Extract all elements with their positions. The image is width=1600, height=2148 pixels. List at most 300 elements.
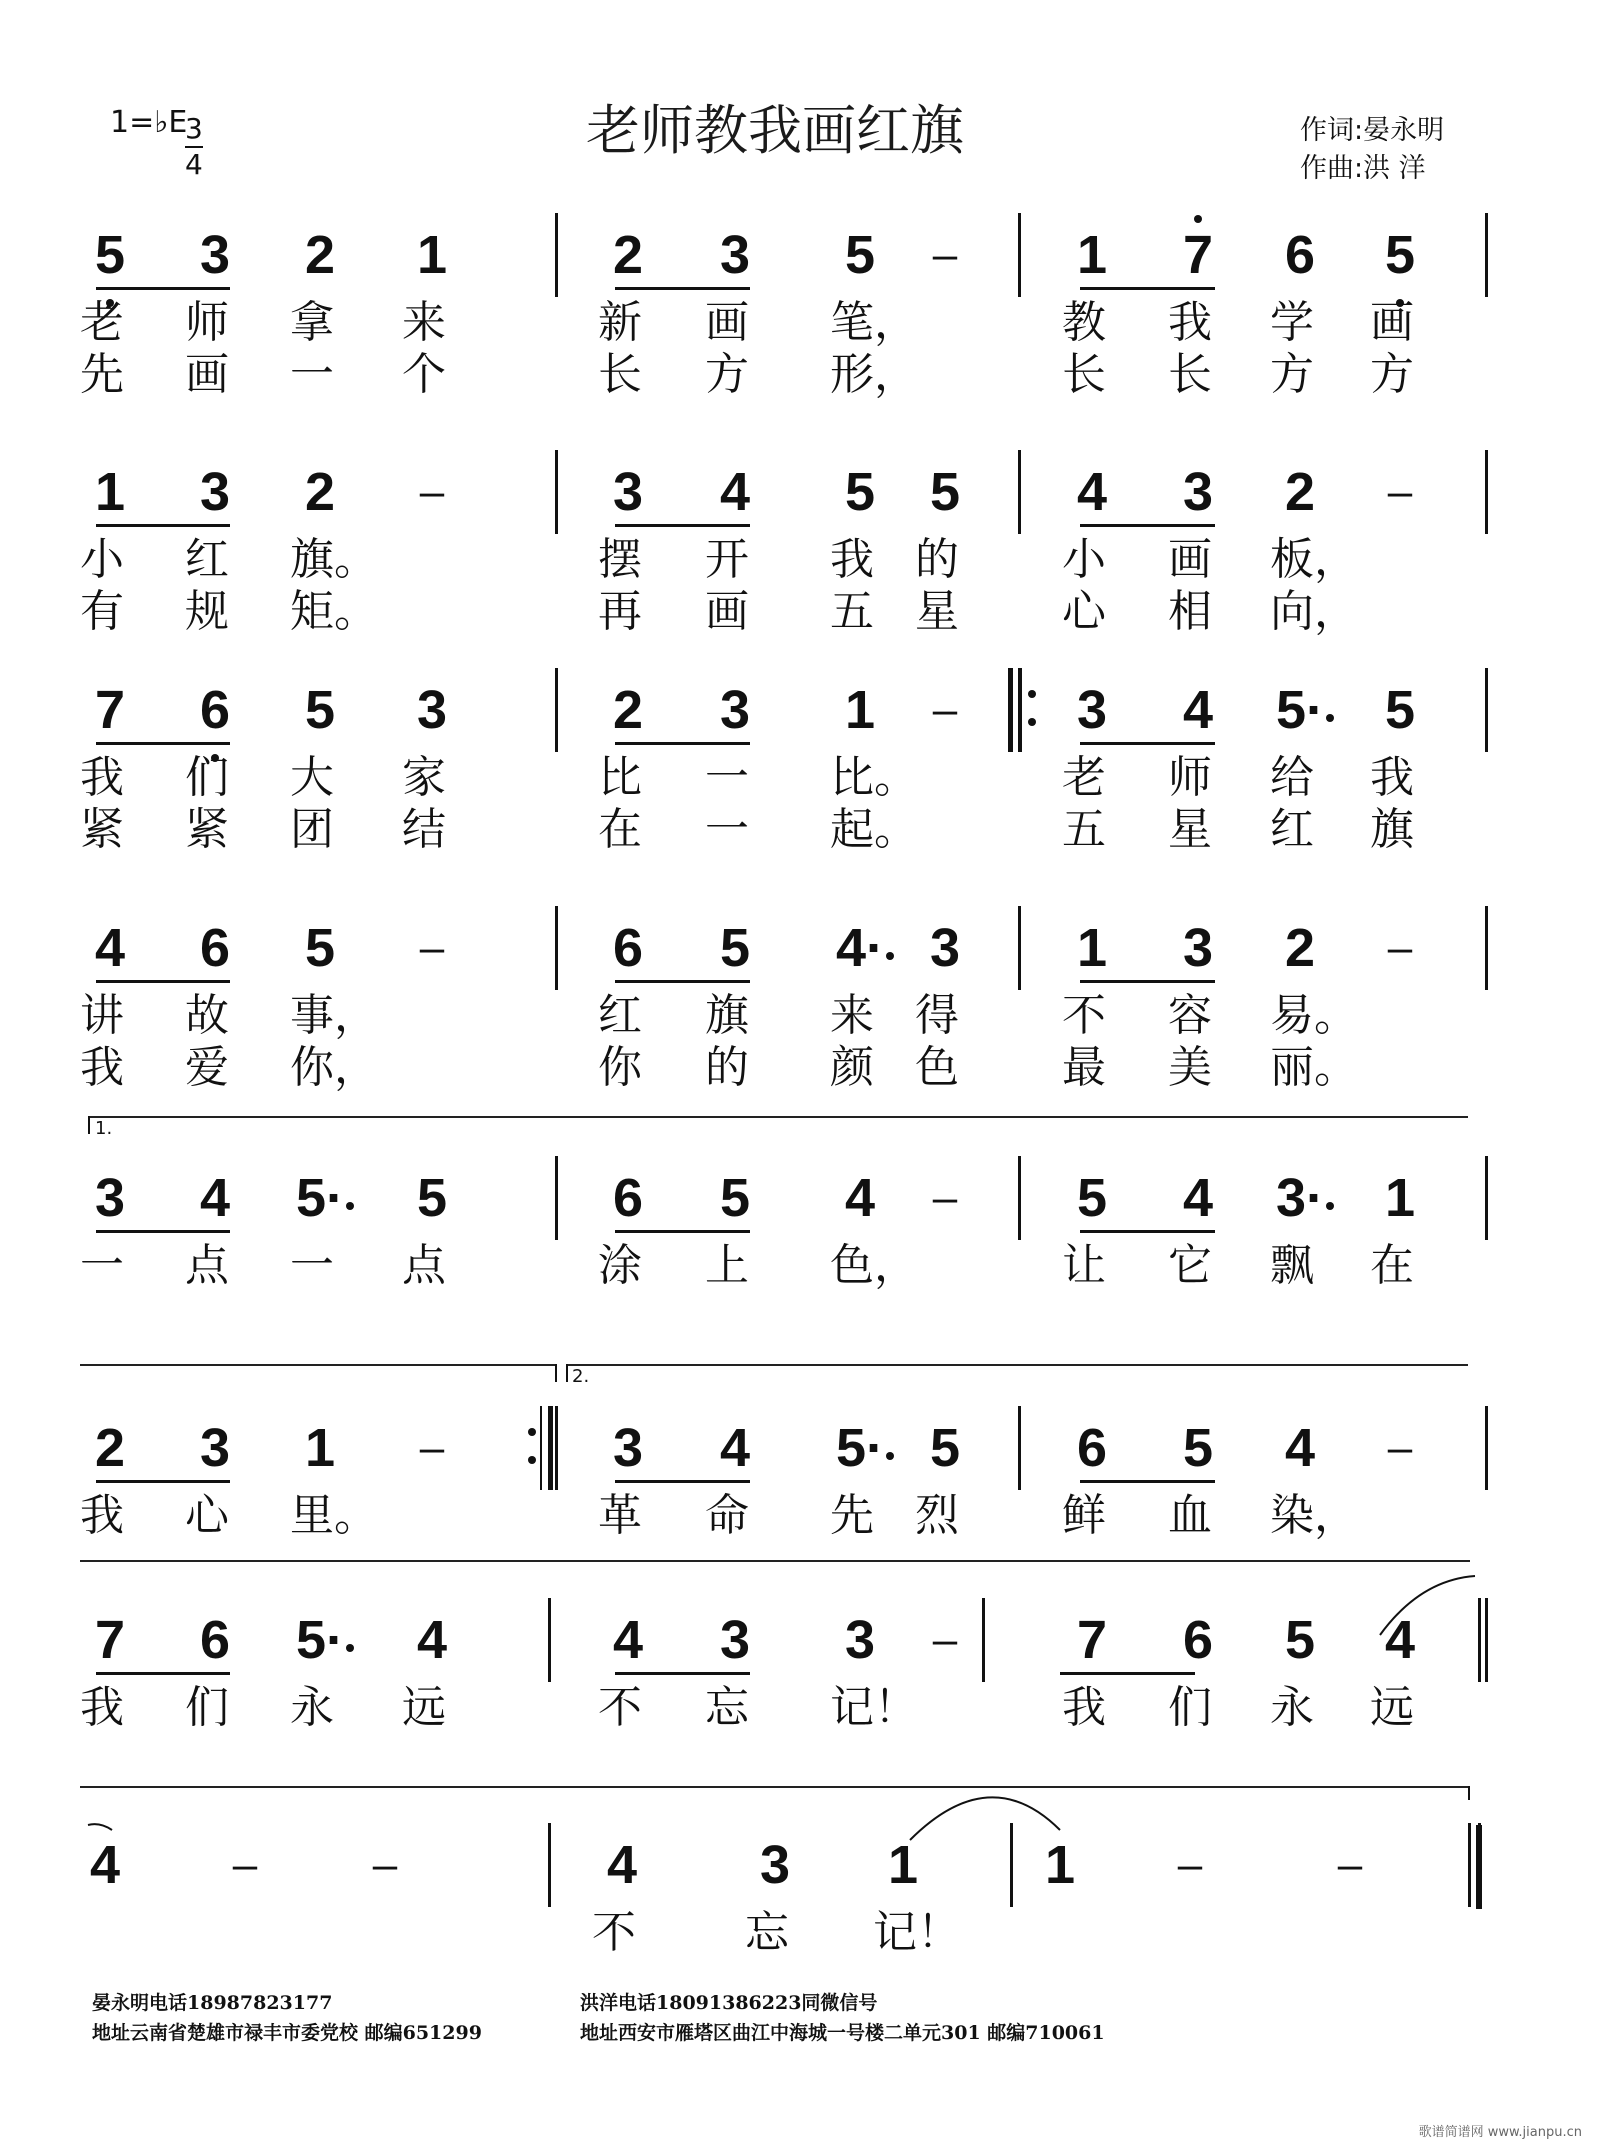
lyric-syllable: 红 bbox=[1270, 804, 1314, 855]
lyric-syllable: 画 bbox=[705, 297, 749, 348]
lyric-syllable: 忘 bbox=[705, 1682, 749, 1733]
lyric-syllable: 向， bbox=[1270, 586, 1358, 637]
beam-line bbox=[1080, 980, 1215, 983]
note: 4 bbox=[1076, 462, 1108, 522]
note: 4 bbox=[199, 1168, 231, 1228]
lyric-syllable: 心 bbox=[1062, 586, 1106, 637]
note: 7 bbox=[94, 1610, 126, 1670]
time-top: 3 bbox=[185, 112, 203, 145]
lyric-syllable: 最 bbox=[1062, 1042, 1106, 1093]
note: 5 bbox=[94, 225, 126, 285]
volta-1-end bbox=[555, 1364, 557, 1382]
barline bbox=[1010, 1823, 1013, 1907]
beam-line bbox=[96, 1230, 230, 1233]
lyric-syllable: 来 bbox=[830, 990, 874, 1041]
beam-line bbox=[1060, 1672, 1195, 1675]
note: 4 bbox=[1284, 1418, 1316, 1478]
note: 2 bbox=[304, 225, 336, 285]
volta-1-cont bbox=[80, 1364, 555, 1366]
note: 5 bbox=[1284, 1610, 1316, 1670]
note: 2 bbox=[1284, 918, 1316, 978]
note: 1 bbox=[416, 225, 448, 285]
lyric-syllable: 方 bbox=[705, 349, 749, 400]
barline bbox=[555, 1406, 558, 1490]
note: 5· bbox=[1275, 680, 1324, 740]
dash-extension: – bbox=[932, 1615, 958, 1664]
lyric-syllable: 在 bbox=[1370, 1240, 1414, 1291]
dash-extension: – bbox=[1177, 1840, 1203, 1889]
time-signature bbox=[185, 112, 203, 182]
footer-right-phone: 洪洋电话18091386223同微信号 bbox=[580, 1992, 878, 2014]
repeat-dot bbox=[1028, 690, 1036, 698]
note: 4 bbox=[416, 1610, 448, 1670]
note: 5 bbox=[304, 918, 336, 978]
barline bbox=[555, 906, 558, 990]
lyric-syllable: 色 bbox=[915, 1042, 959, 1093]
lyric-syllable: 再 bbox=[598, 586, 642, 637]
lyric-syllable: 记！ bbox=[873, 1907, 961, 1958]
note: 1 bbox=[844, 680, 876, 740]
note: 1 bbox=[304, 1418, 336, 1478]
lyric-syllable: 让 bbox=[1062, 1240, 1106, 1291]
note: 5 bbox=[1182, 1418, 1214, 1478]
note: 1 bbox=[94, 462, 126, 522]
note: 2 bbox=[612, 225, 644, 285]
note: 5 bbox=[844, 225, 876, 285]
lyric-syllable: 我 bbox=[830, 534, 874, 585]
lyric-syllable: 师 bbox=[185, 297, 229, 348]
lyric-syllable: 给 bbox=[1270, 752, 1314, 803]
note: 2 bbox=[304, 462, 336, 522]
note: 5 bbox=[1076, 1168, 1108, 1228]
note: 5 bbox=[1384, 225, 1416, 285]
lyric-syllable: 我 bbox=[80, 1042, 124, 1093]
lyric-syllable: 色， bbox=[830, 1240, 918, 1291]
note: 3 bbox=[199, 225, 231, 285]
lyric-syllable: 丽。 bbox=[1270, 1042, 1358, 1093]
lyric-syllable: 远 bbox=[1370, 1682, 1414, 1733]
dash-extension: – bbox=[1387, 467, 1413, 516]
note: 5 bbox=[416, 1168, 448, 1228]
volta-2-line bbox=[566, 1364, 1468, 1366]
lyric-syllable: 红 bbox=[598, 990, 642, 1041]
lyric-syllable: 得 bbox=[915, 990, 959, 1041]
lyric-syllable: 不 bbox=[598, 1682, 642, 1733]
lyric-syllable: 我 bbox=[80, 1682, 124, 1733]
lyric-syllable: 小 bbox=[80, 534, 124, 585]
time-bottom: 4 bbox=[185, 148, 203, 181]
note: 4 bbox=[1182, 1168, 1214, 1228]
system-end-bar bbox=[1485, 1406, 1488, 1490]
volta-1-hook bbox=[88, 1116, 90, 1134]
note: 1 bbox=[1076, 918, 1108, 978]
lyric-syllable: 星 bbox=[1168, 804, 1212, 855]
note: 5· bbox=[835, 1418, 884, 1478]
note: 5 bbox=[929, 462, 961, 522]
lyric-syllable: 家 bbox=[402, 752, 446, 803]
dash-extension: – bbox=[1337, 1840, 1363, 1889]
barline bbox=[555, 450, 558, 534]
barline bbox=[982, 1598, 985, 1682]
note: 3 bbox=[94, 1168, 126, 1228]
note: 7 bbox=[94, 680, 126, 740]
beam-line bbox=[615, 980, 750, 983]
barline bbox=[555, 213, 558, 297]
lyric-syllable: 永 bbox=[290, 1682, 334, 1733]
lyric-syllable: 美 bbox=[1168, 1042, 1212, 1093]
lyricist: 作词:晏永明 bbox=[1300, 115, 1445, 146]
composer: 作曲:洪 洋 bbox=[1300, 153, 1426, 184]
dash-extension: – bbox=[932, 1173, 958, 1222]
dash-extension: – bbox=[932, 685, 958, 734]
beam-line bbox=[96, 980, 230, 983]
dash-extension: – bbox=[1387, 1423, 1413, 1472]
note: 6 bbox=[1182, 1610, 1214, 1670]
lyric-syllable: 颜 bbox=[830, 1042, 874, 1093]
lyric-syllable: 点 bbox=[185, 1240, 229, 1291]
lyric-syllable: 起。 bbox=[830, 804, 918, 855]
section-line bbox=[80, 1786, 1470, 1788]
tie-from-prev-line bbox=[88, 1824, 112, 1830]
beam-line bbox=[615, 287, 750, 290]
note: 2 bbox=[612, 680, 644, 740]
lyric-syllable: 故 bbox=[185, 990, 229, 1041]
note: 4 bbox=[612, 1610, 644, 1670]
lyric-syllable: 讲 bbox=[80, 990, 124, 1041]
beam-line bbox=[615, 742, 750, 745]
lyric-syllable: 形， bbox=[830, 349, 918, 400]
lyric-syllable: 旗 bbox=[705, 990, 749, 1041]
lyric-syllable: 你， bbox=[290, 1042, 378, 1093]
lyric-syllable: 个 bbox=[402, 349, 446, 400]
beam-line bbox=[96, 1480, 230, 1483]
lyric-syllable: 画 bbox=[705, 586, 749, 637]
note: 4 bbox=[719, 1418, 751, 1478]
augmentation-dot bbox=[1326, 1202, 1334, 1210]
barline bbox=[1018, 1156, 1021, 1240]
note: 3 bbox=[199, 462, 231, 522]
lyric-syllable: 我 bbox=[1062, 1682, 1106, 1733]
note: 4 bbox=[606, 1835, 638, 1895]
note: 6 bbox=[199, 680, 231, 740]
lyric-syllable: 老 bbox=[1062, 752, 1106, 803]
note: 5 bbox=[1384, 680, 1416, 740]
lyric-syllable: 容 bbox=[1168, 990, 1212, 1041]
lyric-syllable: 革 bbox=[598, 1490, 642, 1541]
lyric-syllable: 你 bbox=[598, 1042, 642, 1093]
note: 2 bbox=[94, 1418, 126, 1478]
song-title: 老师教我画红旗 bbox=[586, 99, 964, 162]
lyric-syllable: 永 bbox=[1270, 1682, 1314, 1733]
lyric-syllable: 里。 bbox=[290, 1490, 378, 1541]
lyric-syllable: 它 bbox=[1168, 1240, 1212, 1291]
note: 7 bbox=[1182, 225, 1214, 285]
dash-extension: – bbox=[932, 230, 958, 279]
beam-line bbox=[1080, 1480, 1215, 1483]
lyric-syllable: 飘 bbox=[1270, 1240, 1314, 1291]
barline bbox=[1478, 1598, 1481, 1682]
barline bbox=[555, 668, 558, 752]
lyric-syllable: 我 bbox=[1168, 297, 1212, 348]
lyric-syllable: 新 bbox=[598, 297, 642, 348]
beam-line bbox=[1080, 1230, 1215, 1233]
barline bbox=[555, 1156, 558, 1240]
note: 4 bbox=[1182, 680, 1214, 740]
lyric-syllable: 星 bbox=[915, 586, 959, 637]
volta-1-line bbox=[88, 1116, 1468, 1118]
dash-extension: – bbox=[419, 467, 445, 516]
lyric-syllable: 们 bbox=[185, 1682, 229, 1733]
lyric-syllable: 学 bbox=[1270, 297, 1314, 348]
lyric-syllable: 一 bbox=[705, 804, 749, 855]
credits bbox=[1300, 112, 1444, 188]
section-line bbox=[80, 1560, 1470, 1562]
lyric-syllable: 摆 bbox=[598, 534, 642, 585]
note: 6 bbox=[1284, 225, 1316, 285]
lyric-syllable: 教 bbox=[1062, 297, 1106, 348]
lyric-syllable: 上 bbox=[705, 1240, 749, 1291]
footer-left-address: 地址云南省楚雄市禄丰市委党校 邮编651299 bbox=[92, 2022, 482, 2044]
note: 1 bbox=[1044, 1835, 1076, 1895]
lyric-syllable: 们 bbox=[185, 752, 229, 803]
augmentation-dot bbox=[886, 952, 894, 960]
lyric-syllable: 一 bbox=[80, 1240, 124, 1291]
system-end-bar bbox=[1485, 1156, 1488, 1240]
repeat-dot bbox=[528, 1456, 536, 1464]
lyric-syllable: 涂 bbox=[598, 1240, 642, 1291]
beam-line bbox=[1080, 287, 1215, 290]
note: 6 bbox=[612, 1168, 644, 1228]
key-prefix: 1= bbox=[110, 105, 155, 140]
note: 4 bbox=[1384, 1610, 1416, 1670]
lyric-syllable: 矩。 bbox=[290, 586, 378, 637]
barline bbox=[548, 1823, 551, 1907]
lyric-syllable: 烈 bbox=[915, 1490, 959, 1541]
key-signature bbox=[110, 105, 187, 140]
note: 4 bbox=[844, 1168, 876, 1228]
lyric-syllable: 我 bbox=[80, 1490, 124, 1541]
note: 2 bbox=[1284, 462, 1316, 522]
footer-right-address: 地址西安市雁塔区曲江中海城一号楼二单元301 邮编710061 bbox=[580, 2022, 1105, 2044]
volta-2-label: 2. bbox=[572, 1366, 590, 1387]
key-flat: ♭E bbox=[154, 105, 188, 140]
lyric-syllable: 画 bbox=[1168, 534, 1212, 585]
system-end-bar bbox=[1468, 1823, 1471, 1907]
note: 3 bbox=[1076, 680, 1108, 740]
barline bbox=[1018, 213, 1021, 297]
note: 5 bbox=[304, 680, 336, 740]
barline bbox=[1018, 1406, 1021, 1490]
note: 6 bbox=[612, 918, 644, 978]
augmentation-dot bbox=[1326, 714, 1334, 722]
note: 4 bbox=[89, 1835, 121, 1895]
lyric-syllable: 先 bbox=[80, 349, 124, 400]
lyric-syllable: 来 bbox=[402, 297, 446, 348]
volta-2-hook bbox=[566, 1364, 568, 1382]
beam-line bbox=[615, 1480, 750, 1483]
final-bar-thick bbox=[1476, 1825, 1482, 1909]
lyric-syllable: 不 bbox=[592, 1907, 636, 1958]
barline bbox=[548, 1598, 551, 1682]
beam-line bbox=[96, 287, 230, 290]
note: 3 bbox=[719, 225, 751, 285]
barline bbox=[1018, 906, 1021, 990]
repeat-start-bar-thin bbox=[1020, 668, 1022, 752]
lyric-syllable: 一 bbox=[290, 1240, 334, 1291]
note: 4· bbox=[835, 918, 884, 978]
barline bbox=[1018, 450, 1021, 534]
note: 5 bbox=[719, 918, 751, 978]
note: 7 bbox=[1076, 1610, 1108, 1670]
footer-left-phone: 晏永明电话18987823177 bbox=[92, 1992, 333, 2014]
beam-line bbox=[96, 524, 230, 527]
lyric-syllable: 远 bbox=[402, 1682, 446, 1733]
repeat-end-bar bbox=[548, 1406, 553, 1490]
lyric-syllable: 命 bbox=[705, 1490, 749, 1541]
lyric-syllable: 五 bbox=[1062, 804, 1106, 855]
note: 3 bbox=[844, 1610, 876, 1670]
augmentation-dot bbox=[886, 1452, 894, 1460]
lyric-syllable: 鲜 bbox=[1062, 1490, 1106, 1541]
lyric-syllable: 相 bbox=[1168, 586, 1212, 637]
beam-line bbox=[96, 742, 230, 745]
lyric-syllable: 小 bbox=[1062, 534, 1106, 585]
note: 3 bbox=[1182, 462, 1214, 522]
note: 1 bbox=[887, 1835, 919, 1895]
beam-line bbox=[96, 1672, 230, 1675]
repeat-end-bar-thin bbox=[540, 1406, 542, 1490]
note: 5 bbox=[929, 1418, 961, 1478]
repeat-start-bar bbox=[1008, 668, 1013, 752]
note: 5 bbox=[719, 1168, 751, 1228]
system-end-bar bbox=[1485, 450, 1488, 534]
lyric-syllable: 记！ bbox=[830, 1682, 918, 1733]
lyric-syllable: 笔， bbox=[830, 297, 918, 348]
dash-extension: – bbox=[372, 1840, 398, 1889]
note: 6 bbox=[199, 918, 231, 978]
lyric-syllable: 一 bbox=[705, 752, 749, 803]
lyric-syllable: 易。 bbox=[1270, 990, 1358, 1041]
note: 3 bbox=[199, 1418, 231, 1478]
lyric-syllable: 血 bbox=[1168, 1490, 1212, 1541]
note: 3 bbox=[719, 1610, 751, 1670]
note: 3 bbox=[612, 1418, 644, 1478]
octave-up-dot bbox=[1194, 215, 1202, 223]
lyric-syllable: 拿 bbox=[290, 297, 334, 348]
lyric-syllable: 忘 bbox=[745, 1907, 789, 1958]
lyric-syllable: 的 bbox=[915, 534, 959, 585]
lyric-syllable: 旗。 bbox=[290, 534, 378, 585]
lyric-syllable: 染， bbox=[1270, 1490, 1358, 1541]
note: 3 bbox=[1182, 918, 1214, 978]
lyric-syllable: 长 bbox=[598, 349, 642, 400]
note: 4 bbox=[94, 918, 126, 978]
augmentation-dot bbox=[346, 1644, 354, 1652]
lyric-syllable: 不 bbox=[1062, 990, 1106, 1041]
note: 1 bbox=[1076, 225, 1108, 285]
lyric-syllable: 师 bbox=[1168, 752, 1212, 803]
lyric-syllable: 结 bbox=[402, 804, 446, 855]
beam-line bbox=[1080, 524, 1215, 527]
beam-line bbox=[615, 524, 750, 527]
lyric-syllable: 画 bbox=[185, 349, 229, 400]
lyric-syllable: 心 bbox=[185, 1490, 229, 1541]
system-end-bar bbox=[1485, 1598, 1488, 1682]
note: 3 bbox=[719, 680, 751, 740]
lyric-syllable: 长 bbox=[1168, 349, 1212, 400]
lyric-syllable: 一 bbox=[290, 349, 334, 400]
lyric-syllable: 比 bbox=[598, 752, 642, 803]
system-end-bar bbox=[1485, 213, 1488, 297]
note: 5· bbox=[295, 1610, 344, 1670]
repeat-dot bbox=[1028, 718, 1036, 726]
volta-1-label: 1. bbox=[95, 1118, 113, 1139]
beam-line bbox=[1080, 742, 1215, 745]
lyric-syllable: 红 bbox=[185, 534, 229, 585]
dash-extension: – bbox=[419, 923, 445, 972]
note: 3 bbox=[759, 1835, 791, 1895]
lyric-syllable: 在 bbox=[598, 804, 642, 855]
lyric-syllable: 板， bbox=[1270, 534, 1358, 585]
lyric-syllable: 大 bbox=[290, 752, 334, 803]
lyric-syllable: 旗 bbox=[1370, 804, 1414, 855]
system-end-bar bbox=[1485, 906, 1488, 990]
lyric-syllable: 五 bbox=[830, 586, 874, 637]
note: 3 bbox=[929, 918, 961, 978]
lyric-syllable: 紧 bbox=[80, 804, 124, 855]
lyric-syllable: 团 bbox=[290, 804, 334, 855]
slur-1-to-1 bbox=[910, 1797, 1060, 1840]
lyric-syllable: 比。 bbox=[830, 752, 918, 803]
lyric-syllable: 我 bbox=[1370, 752, 1414, 803]
lyric-syllable: 方 bbox=[1370, 349, 1414, 400]
note: 6 bbox=[1076, 1418, 1108, 1478]
lyric-syllable: 事， bbox=[290, 990, 378, 1041]
dash-extension: – bbox=[1387, 923, 1413, 972]
lyric-syllable: 开 bbox=[705, 534, 749, 585]
section-line-end bbox=[1468, 1786, 1470, 1800]
lyric-syllable: 老 bbox=[80, 297, 124, 348]
lyric-syllable: 规 bbox=[185, 586, 229, 637]
dash-extension: – bbox=[419, 1423, 445, 1472]
lyric-syllable: 紧 bbox=[185, 804, 229, 855]
lyric-syllable: 画 bbox=[1370, 297, 1414, 348]
note: 4 bbox=[719, 462, 751, 522]
lyric-syllable: 方 bbox=[1270, 349, 1314, 400]
lyric-syllable: 我 bbox=[80, 752, 124, 803]
lyric-syllable: 们 bbox=[1168, 1682, 1212, 1733]
lyric-syllable: 的 bbox=[705, 1042, 749, 1093]
note: 5 bbox=[844, 462, 876, 522]
repeat-dot bbox=[528, 1428, 536, 1436]
system-end-bar bbox=[1485, 668, 1488, 752]
lyric-syllable: 先 bbox=[830, 1490, 874, 1541]
note: 5· bbox=[295, 1168, 344, 1228]
lyric-syllable: 爱 bbox=[185, 1042, 229, 1093]
note: 3· bbox=[1275, 1168, 1324, 1228]
augmentation-dot bbox=[346, 1202, 354, 1210]
dash-extension: – bbox=[232, 1840, 258, 1889]
lyric-syllable: 长 bbox=[1062, 349, 1106, 400]
note: 1 bbox=[1384, 1168, 1416, 1228]
beam-line bbox=[615, 1230, 750, 1233]
note: 6 bbox=[199, 1610, 231, 1670]
beam-line bbox=[615, 1672, 750, 1675]
note: 3 bbox=[416, 680, 448, 740]
lyric-syllable: 点 bbox=[402, 1240, 446, 1291]
lyric-syllable: 有 bbox=[80, 586, 124, 637]
note: 3 bbox=[612, 462, 644, 522]
